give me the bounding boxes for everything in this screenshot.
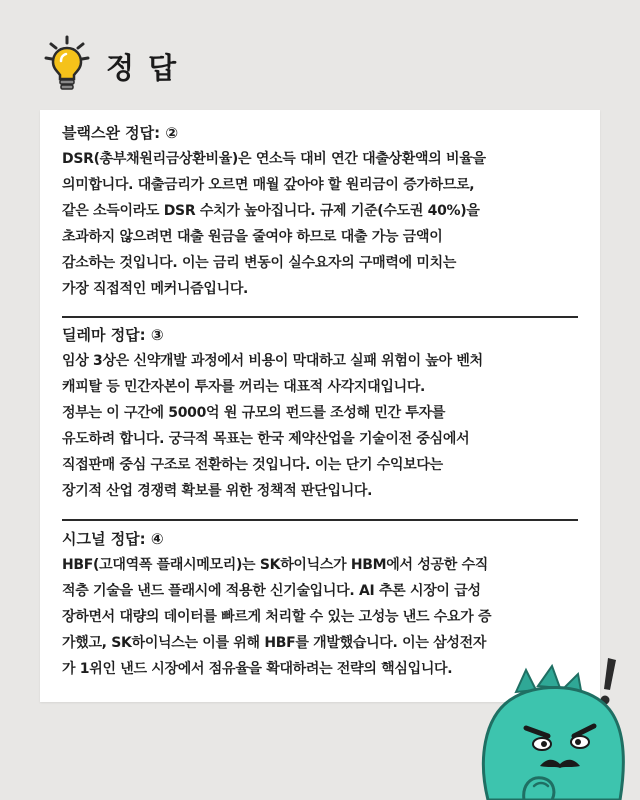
body-line: 유도하려 합니다. 궁극적 목표는 한국 제약산업을 기술이전 중심에서 <box>62 431 470 447</box>
section-title: 블랙스완 정답: ② <box>62 124 179 142</box>
body-line: 임상 3상은 신약개발 과정에서 비용이 막대하고 실패 위험이 높아 벤처 <box>62 353 483 369</box>
answer-section-black-swan <box>62 120 582 302</box>
body-line: 의미합니다. 대출금리가 오르면 매월 갚아야 할 원리금이 증가하므로, <box>62 177 475 193</box>
section-divider <box>62 316 578 318</box>
dinosaur-mascot-icon <box>470 640 640 800</box>
body-line: HBF(고대역폭 플래시메모리)는 SK하이닉스가 HBM에서 성공한 수직 <box>62 557 489 573</box>
header <box>40 34 240 94</box>
exclamation-icon <box>601 658 617 705</box>
body-line: 장기적 산업 경쟁력 확보를 위한 정책적 판단입니다. <box>62 483 373 499</box>
section-body <box>62 348 582 504</box>
body-line: 같은 소득이라도 DSR 수치가 높아집니다. 규제 기준(수도권 40%)을 <box>62 203 480 219</box>
answer-card <box>40 110 600 702</box>
section-body <box>62 146 582 302</box>
body-line: 감소하는 것입니다. 이는 금리 변동이 실수요자의 구매력에 미치는 <box>62 255 457 271</box>
section-divider <box>62 519 578 521</box>
body-line: 정부는 이 구간에 5000억 원 규모의 펀드를 조성해 민간 투자를 <box>62 405 446 421</box>
lightbulb-icon <box>40 34 100 94</box>
body-line: 장하면서 대량의 데이터를 빠르게 처리할 수 있는 고성능 낸드 수요가 증 <box>62 609 492 625</box>
body-line: DSR(총부채원리금상환비율)은 연소득 대비 연간 대출상환액의 비율을 <box>62 151 486 167</box>
body-line: 가했고, SK하이닉스는 이를 위해 HBF를 개발했습니다. 이는 삼성전자 <box>62 635 487 651</box>
body-line: 캐피탈 등 민간자본이 투자를 꺼리는 대표적 사각지대입니다. <box>62 379 426 395</box>
body-line: 초과하지 않으려면 대출 원금을 줄여야 하므로 대출 가능 금액이 <box>62 229 443 245</box>
body-line: 적층 기술을 낸드 플래시에 적용한 신기술입니다. AI 추론 시장이 급성 <box>62 583 481 599</box>
section-title: 시그널 정답: ④ <box>62 530 164 548</box>
answer-section-dilemma <box>62 322 582 504</box>
page-title: 정 답 <box>106 51 179 85</box>
body-line: 가 1위인 낸드 시장에서 점유율을 확대하려는 전략의 핵심입니다. <box>62 661 453 677</box>
body-line: 가장 직접적인 메커니즘입니다. <box>62 281 249 297</box>
body-line: 직접판매 중심 구조로 전환하는 것입니다. 이는 단기 수익보다는 <box>62 457 443 473</box>
section-title: 딜레마 정답: ③ <box>62 326 164 344</box>
